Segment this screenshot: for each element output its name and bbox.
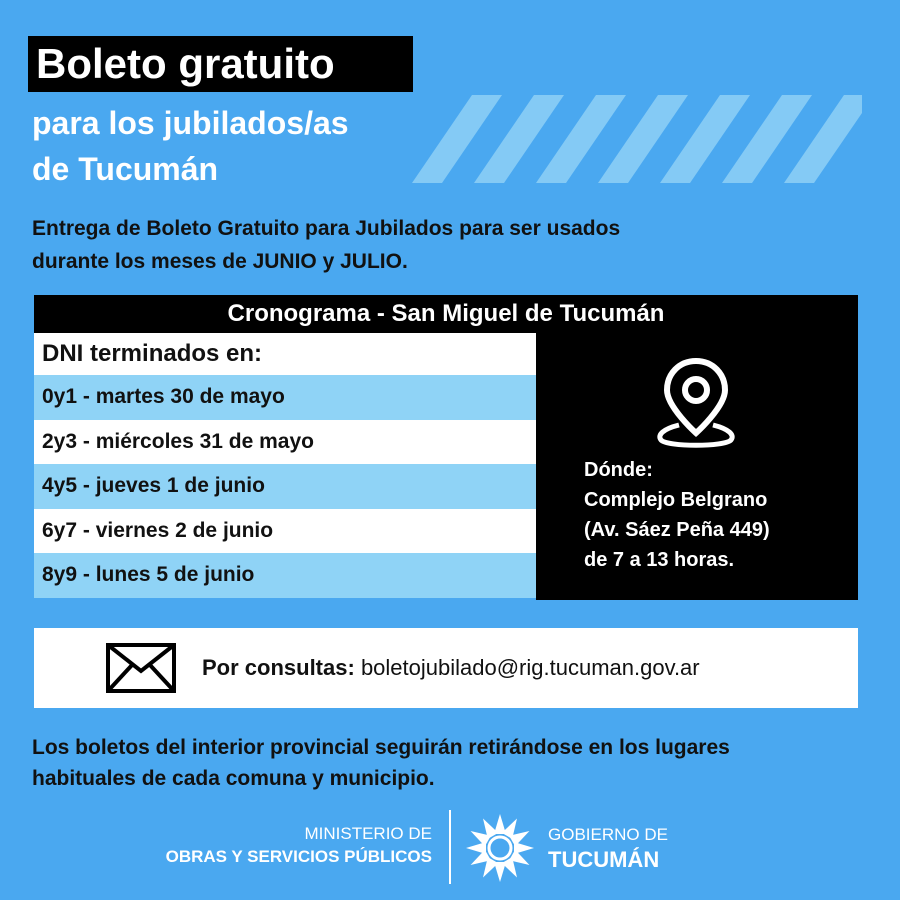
location-pin-icon [651, 355, 741, 450]
location-place: Complejo Belgrano [584, 489, 768, 511]
outro-line-1: Los boletos del interior provincial seguirán retirándose en los lugares [32, 736, 730, 759]
gov-line-1: GOBIERNO DE [548, 825, 668, 844]
subtitle-line-2: de Tucumán [32, 151, 219, 187]
subtitle [32, 100, 349, 192]
outro-text [32, 732, 882, 794]
intro-text [32, 212, 872, 278]
contact-label: Por consultas: [202, 655, 355, 680]
ministry-logo-text [166, 822, 432, 868]
schedule-row: 8y9 - lunes 5 de junio [34, 553, 536, 598]
location-hours: de 7 a 13 horas. [584, 549, 735, 571]
page-title: Boleto gratuito [28, 36, 413, 92]
gov-line-2: TUCUMÁN [548, 847, 660, 872]
ministry-line-1: MINISTERIO DE [304, 824, 432, 843]
intro-line-1: Entrega de Boleto Gratuito para Jubilados para ser usados [32, 217, 621, 240]
location-panel [536, 333, 858, 600]
decorative-stripes [412, 95, 862, 183]
schedule-table [34, 295, 858, 600]
location-info [584, 455, 770, 575]
dni-label: DNI terminados en: [34, 333, 536, 375]
ministry-line-2: OBRAS Y SERVICIOS PÚBLICOS [165, 847, 432, 866]
schedule-row: 2y3 - miércoles 31 de mayo [34, 420, 536, 465]
envelope-icon [106, 643, 176, 693]
footer-divider [449, 810, 451, 884]
location-label: Dónde: [584, 459, 653, 481]
subtitle-line-1: para los jubilados/as [32, 105, 349, 141]
schedule-dates [34, 333, 536, 600]
government-logo-text [548, 822, 668, 872]
contact-text [202, 628, 700, 708]
schedule-row: 4y5 - jueves 1 de junio [34, 464, 536, 509]
location-address: (Av. Sáez Peña 449) [584, 519, 770, 541]
government-sun-logo-icon [464, 812, 536, 884]
intro-line-2: durante los meses de JUNIO y JULIO. [32, 250, 408, 273]
schedule-row: 6y7 - viernes 2 de junio [34, 509, 536, 554]
contact-box [34, 628, 858, 708]
outro-line-2: habituales de cada comuna y municipio. [32, 767, 435, 790]
schedule-header: Cronograma - San Miguel de Tucumán [34, 295, 858, 333]
contact-email[interactable]: boletojubilado@rig.tucuman.gov.ar [360, 655, 700, 680]
schedule-row: 0y1 - martes 30 de mayo [34, 375, 536, 420]
